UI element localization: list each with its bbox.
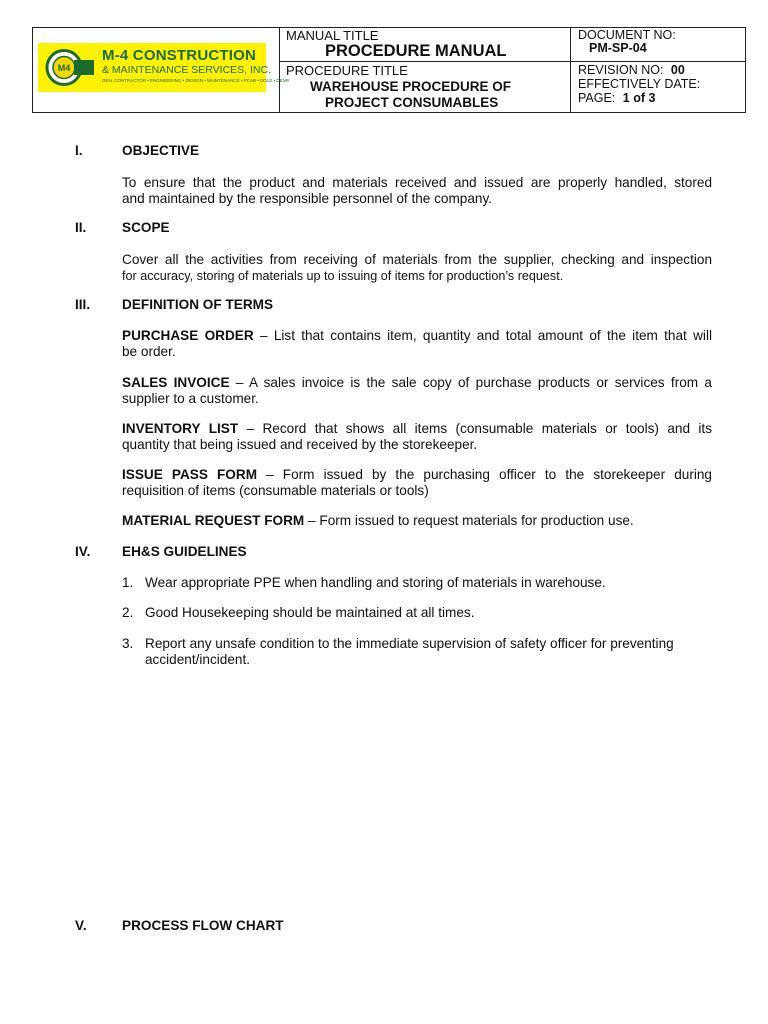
- definition-line: quantity that being issued and received by the storekeeper.: [122, 437, 478, 452]
- page-label-text: PAGE:: [578, 91, 616, 105]
- section-heading-objective: OBJECTIVE: [122, 143, 200, 158]
- logo-brand-name: M-4 CONSTRUCTION: [102, 47, 257, 64]
- page-label: [578, 91, 655, 105]
- revision-label-text: REVISION NO:: [578, 63, 664, 77]
- ehs-item-number: 2.: [122, 605, 134, 620]
- ehs-item-text: Wear appropriate PPE when handling and storing of materials in warehouse.: [145, 575, 606, 590]
- definition-term: PURCHASE ORDER: [122, 328, 254, 343]
- definition-dash: –: [253, 328, 274, 343]
- definition-line: [122, 421, 712, 437]
- page-number: 1 of 3: [622, 91, 656, 105]
- scope-line: Cover all the activities from receiving of materials from the supplier, checking and inspection: [122, 252, 712, 267]
- definition-line: [122, 513, 712, 529]
- document-header-table: [32, 27, 746, 113]
- section-numeral: I.: [75, 143, 83, 158]
- procedure-title-label: PROCEDURE TITLE: [286, 63, 408, 78]
- definition-text: Form issued by the purchasing officer to the storekeeper during: [282, 467, 712, 482]
- definition-line: [122, 375, 712, 391]
- logo-emblem-icon: [44, 48, 96, 87]
- document-no-value: PM-SP-04: [589, 41, 647, 55]
- definition-line: [122, 328, 712, 344]
- definition-sales-invoice: [122, 375, 712, 407]
- definition-dash: –: [304, 513, 320, 528]
- objective-line: and maintained by the responsible personnel of the company.: [122, 191, 493, 206]
- section-numeral: III.: [75, 297, 91, 312]
- ehs-item-text: Report any unsafe condition to the immediate supervision of safety officer for preventing: [145, 636, 674, 651]
- definition-term: INVENTORY LIST: [122, 421, 239, 436]
- document-no-label: DOCUMENT NO:: [578, 28, 676, 42]
- header-divider: [279, 61, 745, 62]
- effective-date-label: EFFECTIVELY DATE:: [578, 77, 701, 91]
- section-numeral: IV.: [75, 544, 91, 559]
- definition-term: ISSUE PASS FORM: [122, 467, 258, 482]
- objective-paragraph: [122, 175, 712, 207]
- definition-line: requisition of items (consumable materials or tools): [122, 483, 429, 498]
- procedure-title-line2: PROJECT CONSUMABLES: [325, 95, 499, 110]
- section-numeral: V.: [75, 918, 87, 933]
- definition-dash: –: [257, 467, 283, 482]
- section-heading-definitions: DEFINITION OF TERMS: [122, 297, 274, 312]
- scope-line: for accuracy, storing of materials up to issuing of items for production’s request.: [122, 269, 564, 283]
- objective-line: To ensure that the product and materials received and issued are properly handled, stored: [122, 175, 712, 190]
- definition-issue-pass-form: [122, 467, 712, 499]
- revision-label: [578, 63, 685, 77]
- ehs-item-number: 1.: [122, 575, 134, 590]
- logo-brand-tagline: GEN. CONTRACTOR • ENGINEERING • DESIGN • MAINTENANCE • PCAB • DOLE • DENR: [102, 78, 290, 83]
- manual-title-value: PROCEDURE MANUAL: [325, 42, 507, 60]
- logo-brand-subtitle: & MAINTENANCE SERVICES, INC.: [102, 64, 272, 76]
- procedure-title-line1: WAREHOUSE PROCEDURE OF: [310, 79, 512, 94]
- section-heading-ehs: EH&S GUIDELINES: [122, 544, 247, 559]
- ehs-item-number: 3.: [122, 636, 134, 651]
- definition-term: MATERIAL REQUEST FORM: [122, 513, 305, 528]
- definition-dash: –: [238, 421, 263, 436]
- definition-term: SALES INVOICE: [122, 375, 230, 390]
- definition-line: [122, 467, 712, 483]
- definition-text: Form issued to request materials for production use.: [319, 513, 634, 528]
- definition-text: Record that shows all items (consumable materials or tools) and its: [262, 421, 712, 436]
- manual-title-label: MANUAL TITLE: [286, 28, 379, 43]
- definition-line: supplier to a customer.: [122, 391, 259, 406]
- scope-paragraph: [122, 252, 712, 284]
- definition-inventory-list: [122, 421, 712, 453]
- definition-text: List that contains item, quantity and total amount of the item that will: [273, 328, 712, 343]
- section-heading-flow-chart: PROCESS FLOW CHART: [122, 918, 284, 933]
- svg-text:M4: M4: [57, 63, 71, 73]
- header-divider: [279, 28, 280, 112]
- company-logo: [38, 43, 290, 92]
- header-divider: [570, 28, 571, 112]
- definition-text: A sales invoice is the sale copy of purchase products or services from a: [249, 375, 712, 390]
- definition-line: be order.: [122, 344, 176, 359]
- section-numeral: II.: [75, 220, 87, 235]
- definition-dash: –: [229, 375, 249, 390]
- ehs-item-text: Good Housekeeping should be maintained at all times.: [145, 605, 475, 620]
- ehs-item-text: accident/incident.: [145, 652, 251, 667]
- revision-value: 00: [670, 63, 685, 77]
- definition-purchase-order: [122, 328, 712, 360]
- definition-material-request-form: [122, 513, 712, 529]
- section-heading-scope: SCOPE: [122, 220, 170, 235]
